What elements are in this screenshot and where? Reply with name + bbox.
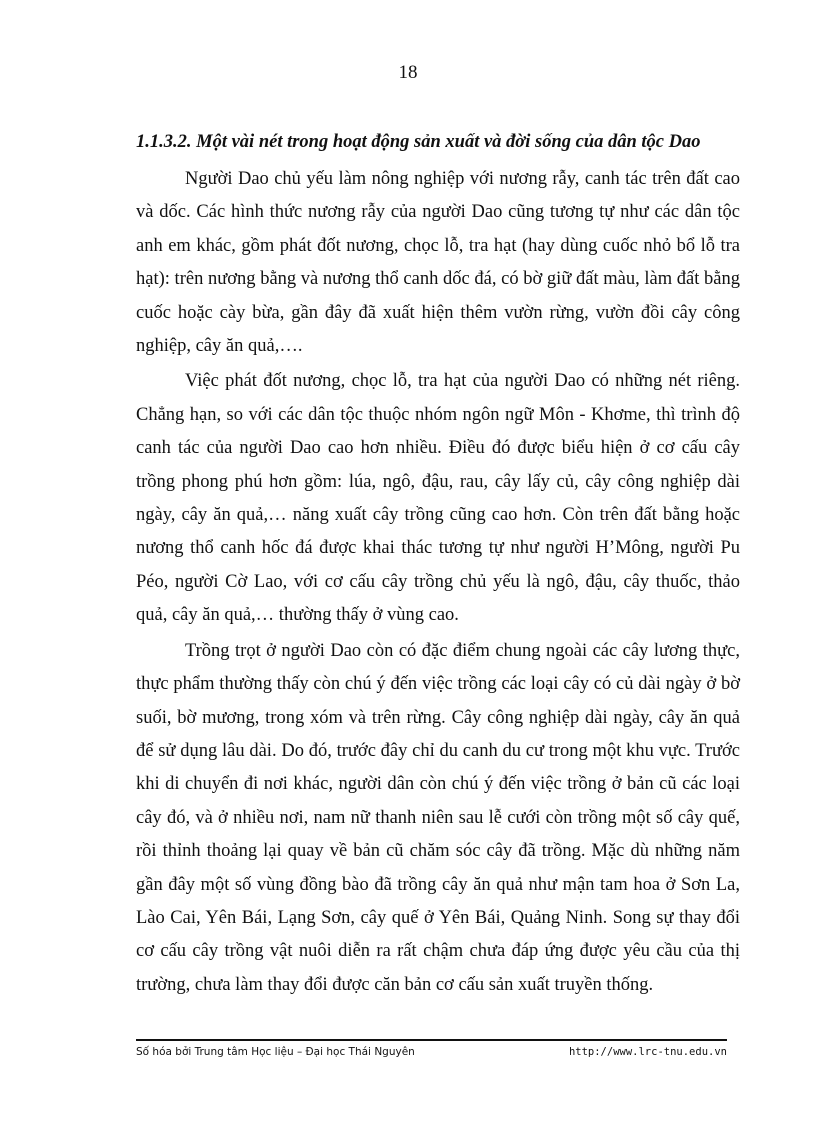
section-heading: 1.1.3.2. Một vài nét trong hoạt động sản xuất và đời sống của dân tộc Dao [136,132,701,152]
paragraph-crop-traits: Trồng trọt ở người Dao còn có đặc điểm chung ngoài các cây lương thực, thực phẩm thường thấy còn chú ý đến việc trồng các loại cây có củ dài ngày ở bờ suối, bờ mương, trong xóm và trên rừng. Cây công nghiệp dài ngày, cây ăn quả để sử dụng lâu dài. Do đó, trước đây chỉ du canh du cư trong một khu vực. Trước khi di chuyển đi nơi khác, người dân còn chú ý đến việc trồng ở bản cũ các loại cây đó, và ở nhiều nơi, nam nữ thanh niên sau lễ cưới còn trồng một số cây quế, rồi thỉnh thoảng lại quay về bản cũ chăm sóc cây đã trồng. Mặc dù những năm gần đây một số vùng đồng bào đã trồng cây ăn quả như mận tam hoa ở Sơn La, Lào Cai, Yên Bái, Lạng Sơn, cây quế ở Yên Bái, Quảng Ninh. Song sự thay đổi cơ cấu cây trồng vật nuôi diễn ra rất chậm chưa đáp ứng được yêu cầu của thị trường, chưa làm thay đổi được căn bản cơ cấu sản xuất truyền thống. [136,640,740,995]
footer-divider [136,1039,727,1041]
paragraph-farming-overview: Người Dao chủ yếu làm nông nghiệp với nương rẫy, canh tác trên đất cao và dốc. Các hình thức nương rẫy của người Dao cũng tương tự như các dân tộc anh em khác, gồm phát đốt nương, chọc lỗ, tra hạt (hay dùng cuốc nhỏ bổ lỗ tra hạt): trên nương bằng và nương thổ canh dốc đá, có bờ giữ đất màu, làm đất bằng cuốc hoặc cày bừa, gần đây đã xuất hiện thêm vườn rừng, vườn đồi cây công nghiệp, cây ăn quả,…. [136,169,740,357]
footer-url: http://www.lrc-tnu.edu.vn [568,1046,727,1058]
paragraph-cultivation-level: Việc phát đốt nương, chọc lỗ, tra hạt của người Dao có những nét riêng. Chẳng hạn, so với các dân tộc thuộc nhóm ngôn ngữ Môn - Khơme, thì trình độ canh tác của người Dao cao hơn nhiều. Điều đó được biểu hiện ở cơ cấu cây trồng phong phú hơn gồm: lúa, ngô, đậu, rau, cây lấy củ, cây công nghiệp dài ngày, cây ăn quả,… năng xuất cây trồng cũng cao hơn. Còn trên đất bằng hoặc nương thổ canh hốc đá được khai thác tương tự như người H’Mông, người Pu Péo, người Cờ Lao, với cơ cấu cây trồng chủ yếu là ngô, đậu, cây thuốc, thảo quả, cây ăn quả,… thường thấy ở vùng cao. [136,371,740,626]
document-body [136,126,740,1004]
page-number: 18 [398,62,418,83]
footer-credit: Số hóa bởi Trung tâm Học liệu – Đại học Thái Nguyên [136,1046,415,1058]
